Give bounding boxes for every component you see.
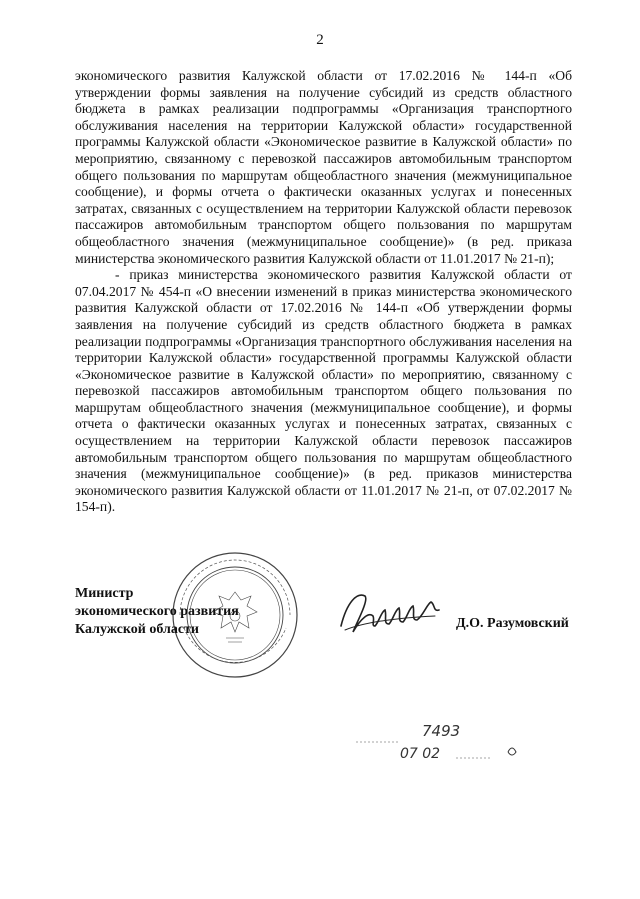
signer-title-line: Калужской области bbox=[75, 622, 199, 637]
paragraph-continuation: экономического развития Калужской области от 17.02.2016 № 144-п «Об утверждении формы заявления на получение субсидий из средств областного бюджета в рамках реализации подпрограммы «Организация транспортного обслуживания населения на территории Калужской области» государственной программы Калужской области «Экономическое развитие в Калужской области» по мероприятию, связанному с перевозкой пассажиров автомобильным транспортом общего пользования по маршрутам общеобластного значения (межмуниципальное сообщение), и формы отчета о фактически оказанных услугах и понесенных затратах, связанных с осуществлением на территории Калужской области перевозок пассажиров автомобильным транспортом общего пользования по маршрутам общеобластного значения (межмуниципальное сообщение)» (в ред. приказа министерства экономического развития Калужской области от 11.01.2017 № 21-п); bbox=[75, 68, 572, 266]
page-number: 2 bbox=[316, 32, 324, 48]
registration-number: 7493 bbox=[422, 722, 461, 740]
handwritten-registration-marks bbox=[340, 700, 540, 770]
paragraph-order-item: - приказ министерства экономического развития Калужской области от 07.04.2017 № 454-п «О внесении изменений в приказ министерства экономического развития Калужской области от 17.02.2016 № 144-п «Об утверждении формы заявления на получение субсидий из средств областного бюджета в рамках реализации подпрограммы «Организация транспортного обслуживания населения на территории Калужской области» государственной программы Калужской области «Экономическое развитие в Калужской области» по мероприятию, связанному с перевозкой пассажиров автомобильным транспортом общего пользования по маршрутам общеобластного значения (межмуниципальное сообщение), и формы отчета о фактически оказанных услугах и понесенных затратах, связанных с осуществлением на территории Калужской области перевозок пассажиров автомобильным транспортом общего пользования по маршрутам общеобластного значения (межмуниципальное сообщение)» (в ред. приказов министерства экономического развития Калужской области от 11.01.2017 № 21-п, от 07.02.2017 № 154-п). bbox=[75, 267, 572, 515]
signer-name: Д.О. Разумовский bbox=[456, 616, 569, 631]
signature-block bbox=[75, 585, 239, 639]
handwritten-signature bbox=[335, 582, 445, 652]
document-body bbox=[75, 68, 572, 516]
signer-title-line: экономического развития bbox=[75, 604, 239, 619]
registration-date: 07 02 bbox=[400, 746, 441, 762]
signer-title-line: Министр bbox=[75, 586, 134, 601]
